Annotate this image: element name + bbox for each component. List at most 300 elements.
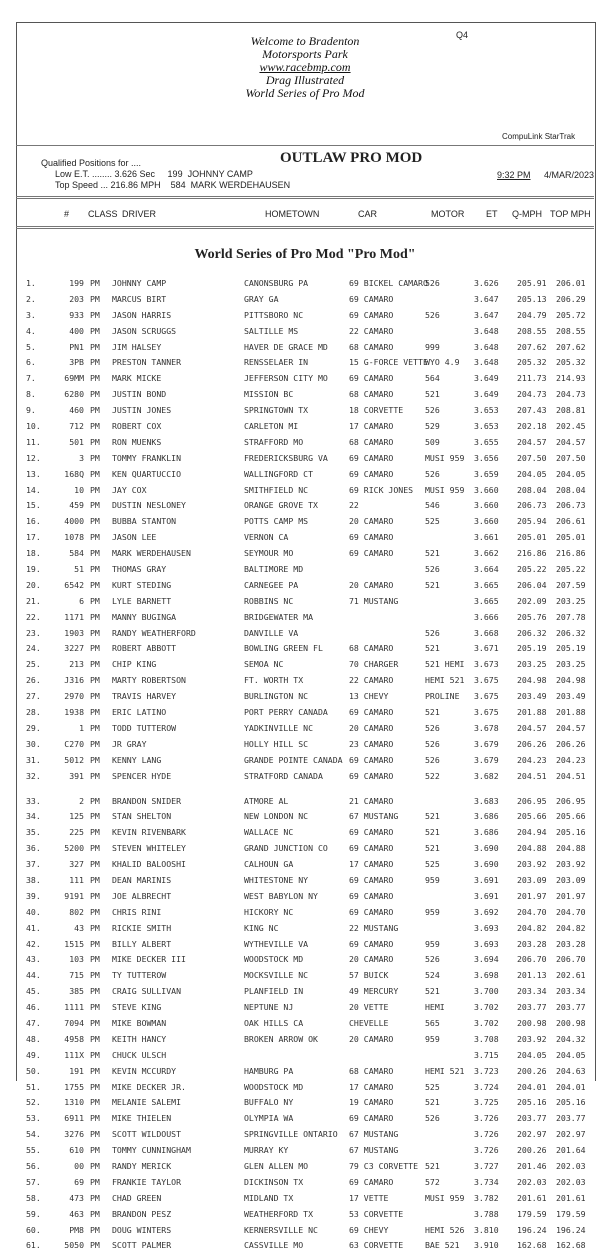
hometown: ORANGE GROVE TX xyxy=(244,500,318,511)
row-position: 38. xyxy=(26,874,41,885)
row-position: 17. xyxy=(26,532,41,543)
class: PM xyxy=(90,436,100,447)
hometown: WOODSTOCK MD xyxy=(244,1081,304,1092)
qualifying-mph: 204.01 xyxy=(517,1081,547,1092)
top-mph: 203.77 xyxy=(556,1002,586,1013)
class: PM xyxy=(90,627,100,638)
elapsed-time: 3.682 xyxy=(474,770,499,781)
class: PM xyxy=(90,707,100,718)
hometown: MISSION BC xyxy=(244,389,294,400)
motor: MUSI 959 xyxy=(425,1192,465,1203)
car: 17 CAMARO xyxy=(349,1081,394,1092)
driver-name: JAY COX xyxy=(112,484,147,495)
driver-name: MELANIE SALEMI xyxy=(112,1097,182,1108)
car-number: 7094 xyxy=(64,1017,84,1028)
class: PM xyxy=(90,468,100,479)
car-number: 1515 xyxy=(64,938,84,949)
car-number: 6911 xyxy=(64,1113,84,1124)
car: 70 CHARGER xyxy=(349,659,399,670)
class: PM xyxy=(90,548,100,559)
motor: 521 xyxy=(425,707,440,718)
class: PM xyxy=(90,1081,100,1092)
top-mph: 205.19 xyxy=(556,643,586,654)
event-title: OUTLAW PRO MOD xyxy=(280,150,423,166)
class: PM xyxy=(90,811,100,822)
driver-name: MIKE THIELEN xyxy=(112,1113,172,1124)
motor: 959 xyxy=(425,874,440,885)
elapsed-time: 3.665 xyxy=(474,595,499,606)
row-position: 2. xyxy=(26,293,36,304)
row-position: 44. xyxy=(26,970,41,981)
elapsed-time: 3.782 xyxy=(474,1192,499,1203)
driver-name: MARCUS BIRT xyxy=(112,293,167,304)
elapsed-time: 3.660 xyxy=(474,484,499,495)
driver-name: JASON SCRUGGS xyxy=(112,325,177,336)
qualifying-mph: 196.24 xyxy=(517,1224,547,1235)
motor: PROLINE xyxy=(425,691,460,702)
driver-name: JOHNNY CAMP xyxy=(112,278,167,288)
car-number: 69 xyxy=(74,1176,84,1187)
car-number: 5012 xyxy=(64,754,84,765)
motor: 525 xyxy=(425,516,440,527)
hometown: WALLACE NC xyxy=(244,827,294,838)
class: PM xyxy=(90,373,100,384)
row-position: 27. xyxy=(26,691,41,702)
top-mph: 179.59 xyxy=(556,1208,586,1219)
row-position: 14. xyxy=(26,484,41,495)
hometown: MURRAY KY xyxy=(244,1145,289,1156)
col-et: ET xyxy=(486,209,498,219)
qualifying-mph: 204.88 xyxy=(517,843,547,854)
car-number: PM8 xyxy=(69,1224,84,1235)
car: 57 BUICK xyxy=(349,970,389,981)
row-position: 56. xyxy=(26,1160,41,1171)
car-number: 168Q xyxy=(64,468,84,479)
table-row xyxy=(0,1031,610,1047)
qualifying-mph: 206.32 xyxy=(517,627,547,638)
car-number: 3227 xyxy=(64,643,84,654)
qualifying-mph: 201.97 xyxy=(517,890,547,901)
table-row xyxy=(0,904,610,920)
car-number: 584 xyxy=(69,548,84,559)
qualifying-mph: 204.23 xyxy=(517,754,547,765)
car: 22 xyxy=(349,500,359,511)
driver-name: BRANDON SNIDER xyxy=(112,795,182,806)
row-position: 36. xyxy=(26,843,41,854)
row-position: 37. xyxy=(26,859,41,870)
elapsed-time: 3.648 xyxy=(474,357,499,368)
hometown: PITTSBORO NC xyxy=(244,309,304,320)
car: 69 CAMARO xyxy=(349,906,394,917)
hometown: GLEN ALLEN MO xyxy=(244,1160,309,1171)
hometown: POTTS CAMP MS xyxy=(244,516,309,527)
qualifying-mph: 200.26 xyxy=(517,1145,547,1156)
top-speed-line: Top Speed ... 216.86 MPH 584 MARK WERDEHAUSEN xyxy=(55,180,291,190)
class: PM xyxy=(90,1145,100,1156)
row-position: 54. xyxy=(26,1129,41,1140)
hometown: CARNEGEE PA xyxy=(244,579,299,590)
car: 53 CORVETTE xyxy=(349,1208,404,1219)
qualifying-mph: 203.92 xyxy=(517,859,547,870)
top-mph: 207.50 xyxy=(556,452,586,463)
row-position: 28. xyxy=(26,707,41,718)
driver-name: MANNY BUGINGA xyxy=(112,611,177,622)
car: 69 CAMARO xyxy=(349,293,394,304)
car-number: 385 xyxy=(69,986,84,997)
hometown: GRAND JUNCTION CO xyxy=(244,843,328,854)
hometown: CANONSBURG PA xyxy=(244,278,309,288)
hometown: WEST BABYLON NY xyxy=(244,890,318,901)
top-mph: 204.23 xyxy=(556,754,586,765)
hometown: VERNON CA xyxy=(244,532,289,543)
motor: 525 xyxy=(425,859,440,870)
motor: 959 xyxy=(425,1033,440,1044)
driver-name: JUSTIN JONES xyxy=(112,405,172,416)
divider xyxy=(16,198,594,199)
row-position: 19. xyxy=(26,564,41,575)
car: 67 MUSTANG xyxy=(349,1129,399,1140)
table-row xyxy=(0,434,610,450)
elapsed-time: 3.668 xyxy=(474,627,499,638)
top-mph: 203.92 xyxy=(556,859,586,870)
table-row xyxy=(0,291,610,307)
qualifying-mph: 216.86 xyxy=(517,548,547,559)
class: PM xyxy=(90,1017,100,1028)
motor: 524 xyxy=(425,970,440,981)
qualifying-mph: 207.43 xyxy=(517,405,547,416)
hometown: NEW LONDON NC xyxy=(244,811,309,822)
top-mph: 202.45 xyxy=(556,421,586,432)
row-position: 1. xyxy=(26,278,36,288)
table-row xyxy=(0,736,610,752)
car-number: J316 xyxy=(64,675,84,686)
qualifying-mph: 203.28 xyxy=(517,938,547,949)
hometown: HOLLY HILL SC xyxy=(244,738,309,749)
driver-name: KEITH HANCY xyxy=(112,1033,167,1044)
top-mph: 205.16 xyxy=(556,827,586,838)
car-number: 9191 xyxy=(64,890,84,901)
driver-name: BUBBA STANTON xyxy=(112,516,177,527)
elapsed-time: 3.673 xyxy=(474,659,499,670)
qualifying-mph: 203.92 xyxy=(517,1033,547,1044)
elapsed-time: 3.810 xyxy=(474,1224,499,1235)
car-number: 391 xyxy=(69,770,84,781)
qualifying-mph: 206.70 xyxy=(517,954,547,965)
table-row xyxy=(0,840,610,856)
motor: HEMI 521 xyxy=(425,1065,465,1076)
class: PM xyxy=(90,970,100,981)
car: 69 RICK JONES xyxy=(349,484,414,495)
driver-name: MARK WERDEHAUSEN xyxy=(112,548,191,559)
table-row xyxy=(0,497,610,513)
elapsed-time: 3.655 xyxy=(474,436,499,447)
top-mph: 204.73 xyxy=(556,389,586,400)
row-position: 12. xyxy=(26,452,41,463)
report-time: 9:32 PM xyxy=(497,170,531,180)
motor: 521 xyxy=(425,579,440,590)
row-position: 58. xyxy=(26,1192,41,1203)
top-mph: 204.57 xyxy=(556,436,586,447)
class: PM xyxy=(90,691,100,702)
hometown: GRANDE POINTE CANADA xyxy=(244,754,343,765)
driver-name: JR GRAY xyxy=(112,738,147,749)
report-date: 4/MAR/2023 xyxy=(544,170,595,180)
driver-name: MARTY ROBERTSON xyxy=(112,675,186,686)
elapsed-time: 3.910 xyxy=(474,1240,499,1251)
row-position: 47. xyxy=(26,1017,41,1028)
top-mph: 206.29 xyxy=(556,293,586,304)
car-number: 213 xyxy=(69,659,84,670)
class: PM xyxy=(90,1065,100,1076)
car-number: 1 xyxy=(79,722,84,733)
class: PM xyxy=(90,564,100,575)
top-mph: 204.70 xyxy=(556,906,586,917)
row-position: 57. xyxy=(26,1176,41,1187)
car: 18 CORVETTE xyxy=(349,405,404,416)
elapsed-time: 3.723 xyxy=(474,1065,499,1076)
car-number: 125 xyxy=(69,811,84,822)
driver-name: ROBERT COX xyxy=(112,421,162,432)
col-class: CLASS xyxy=(88,209,118,219)
motor: MUSI 959 xyxy=(425,484,465,495)
table-row xyxy=(0,275,610,291)
car-number: 3PB xyxy=(69,357,84,368)
top-mph: 202.61 xyxy=(556,970,586,981)
car: 15 G-FORCE VETTE xyxy=(349,357,428,368)
class: PM xyxy=(90,595,100,606)
elapsed-time: 3.675 xyxy=(474,707,499,718)
motor: 526 xyxy=(425,738,440,749)
elapsed-time: 3.686 xyxy=(474,827,499,838)
motor: 526 xyxy=(425,754,440,765)
qualifying-mph: 200.98 xyxy=(517,1017,547,1028)
top-mph: 207.62 xyxy=(556,341,586,352)
table-row xyxy=(0,339,610,355)
table-row xyxy=(0,824,610,840)
row-position: 20. xyxy=(26,579,41,590)
car: 20 CAMARO xyxy=(349,722,394,733)
class: PM xyxy=(90,954,100,965)
top-mph: 207.59 xyxy=(556,579,586,590)
car: 49 MERCURY xyxy=(349,986,399,997)
qualifying-mph: 179.59 xyxy=(517,1208,547,1219)
top-mph: 203.25 xyxy=(556,595,586,606)
top-mph: 205.16 xyxy=(556,1097,586,1108)
row-position: 10. xyxy=(26,421,41,432)
hometown: WHITESTONE NY xyxy=(244,874,309,885)
top-mph: 204.05 xyxy=(556,1049,586,1060)
elapsed-time: 3.649 xyxy=(474,373,499,384)
qualifying-mph: 204.57 xyxy=(517,722,547,733)
class: PM xyxy=(90,1002,100,1013)
top-mph: 203.49 xyxy=(556,691,586,702)
driver-name: MARK MICKE xyxy=(112,373,162,384)
top-mph: 196.24 xyxy=(556,1224,586,1235)
class: PM xyxy=(90,859,100,870)
driver-name: PRESTON TANNER xyxy=(112,357,182,368)
table-row xyxy=(0,593,610,609)
car: 69 CAMARO xyxy=(349,827,394,838)
top-mph: 201.61 xyxy=(556,1192,586,1203)
car-number: 43 xyxy=(74,922,84,933)
car: 67 MUSTANG xyxy=(349,811,399,822)
hometown: OAK HILLS CA xyxy=(244,1017,304,1028)
elapsed-time: 3.666 xyxy=(474,611,499,622)
row-position: 23. xyxy=(26,627,41,638)
class: PM xyxy=(90,1097,100,1108)
elapsed-time: 3.788 xyxy=(474,1208,499,1219)
driver-name: MIKE BOWMAN xyxy=(112,1017,167,1028)
qualifying-mph: 204.98 xyxy=(517,675,547,686)
car-number: 460 xyxy=(69,405,84,416)
top-mph: 205.01 xyxy=(556,532,586,543)
car: 69 CAMARO xyxy=(349,548,394,559)
car-number: 4000 xyxy=(64,516,84,527)
motor: 521 xyxy=(425,1160,440,1171)
qualifying-mph: 205.16 xyxy=(517,1097,547,1108)
class: PM xyxy=(90,357,100,368)
hometown: SEYMOUR MO xyxy=(244,548,294,559)
top-mph: 206.32 xyxy=(556,627,586,638)
driver-name: JIM HALSEY xyxy=(112,341,162,352)
driver-name: KEN QUARTUCCIO xyxy=(112,468,182,479)
track-website-link[interactable]: www.racebmp.com xyxy=(259,60,351,74)
car: 21 CAMARO xyxy=(349,795,394,806)
row-position: 49. xyxy=(26,1049,41,1060)
motor: 521 xyxy=(425,548,440,559)
class: PM xyxy=(90,986,100,997)
motor: 526 xyxy=(425,954,440,965)
car-number: 3 xyxy=(79,452,84,463)
driver-name: JOE ALBRECHT xyxy=(112,890,172,901)
row-position: 21. xyxy=(26,595,41,606)
class: PM xyxy=(90,643,100,654)
car-number: 1111 xyxy=(64,1002,84,1013)
class: PM xyxy=(90,452,100,463)
top-mph: 206.73 xyxy=(556,500,586,511)
divider xyxy=(16,226,594,227)
motor: 521 xyxy=(425,986,440,997)
table-row xyxy=(0,856,610,872)
motor: 521 xyxy=(425,643,440,654)
motor: 526 xyxy=(425,1113,440,1124)
car-number: 715 xyxy=(69,970,84,981)
qualified-summary xyxy=(41,158,290,191)
table-row xyxy=(0,625,610,641)
driver-name: CHUCK ULSCH xyxy=(112,1049,167,1060)
top-mph: 204.51 xyxy=(556,770,586,781)
qualifying-mph: 204.05 xyxy=(517,1049,547,1060)
car: 22 CAMARO xyxy=(349,675,394,686)
car: 13 CHEVY xyxy=(349,691,389,702)
elapsed-time: 3.693 xyxy=(474,922,499,933)
qualifying-mph: 204.51 xyxy=(517,770,547,781)
hometown: BUFFALO NY xyxy=(244,1097,294,1108)
hometown: SALTILLE MS xyxy=(244,325,299,336)
top-mph: 205.32 xyxy=(556,357,586,368)
top-mph: 204.82 xyxy=(556,922,586,933)
top-mph: 204.57 xyxy=(556,722,586,733)
elapsed-time: 3.724 xyxy=(474,1081,499,1092)
table-row xyxy=(0,450,610,466)
car-number: 501 xyxy=(69,436,84,447)
hometown: WOODSTOCK MD xyxy=(244,954,304,965)
car-number: 400 xyxy=(69,325,84,336)
car-number: 69MM xyxy=(64,373,84,384)
col-hometown: HOMETOWN xyxy=(265,209,320,219)
elapsed-time: 3.715 xyxy=(474,1049,499,1060)
row-position: 22. xyxy=(26,611,41,622)
qualifying-mph: 205.76 xyxy=(517,611,547,622)
table-row xyxy=(0,688,610,704)
motor: 572 xyxy=(425,1176,440,1187)
motor: 521 xyxy=(425,1097,440,1108)
class: PM xyxy=(90,795,100,806)
top-mph: 204.98 xyxy=(556,675,586,686)
elapsed-time: 3.727 xyxy=(474,1160,499,1171)
row-position: 60. xyxy=(26,1224,41,1235)
qualifying-mph: 204.57 xyxy=(517,436,547,447)
elapsed-time: 3.702 xyxy=(474,1017,499,1028)
motor: 959 xyxy=(425,906,440,917)
class: PM xyxy=(90,484,100,495)
car-number: 459 xyxy=(69,500,84,511)
motor: 509 xyxy=(425,436,440,447)
driver-name: MIKE DECKER III xyxy=(112,954,186,965)
top-mph: 206.26 xyxy=(556,738,586,749)
qualifying-mph: 205.94 xyxy=(517,516,547,527)
class: PM xyxy=(90,890,100,901)
table-row xyxy=(0,983,610,999)
top-mph: 201.64 xyxy=(556,1145,586,1156)
divider xyxy=(16,196,594,197)
class: PM xyxy=(90,341,100,352)
class: PM xyxy=(90,579,100,590)
car: 20 CAMARO xyxy=(349,579,394,590)
row-position: 13. xyxy=(26,468,41,479)
driver-name: JUSTIN BOND xyxy=(112,389,167,400)
driver-name: STEVE KING xyxy=(112,1002,162,1013)
elapsed-time: 3.648 xyxy=(474,341,499,352)
table-row xyxy=(0,561,610,577)
car: 69 CAMARO xyxy=(349,890,394,901)
car-number: 327 xyxy=(69,859,84,870)
top-mph: 203.25 xyxy=(556,659,586,670)
table-row xyxy=(0,1158,610,1174)
table-row xyxy=(0,1047,610,1063)
class: PM xyxy=(90,516,100,527)
driver-name: TY TUTTEROW xyxy=(112,970,167,981)
elapsed-time: 3.653 xyxy=(474,421,499,432)
class: PM xyxy=(90,1049,100,1060)
hometown: NEPTUNE NJ xyxy=(244,1002,294,1013)
elapsed-time: 3.647 xyxy=(474,309,499,320)
motor: 529 xyxy=(425,421,440,432)
driver-name: ROBERT ABBOTT xyxy=(112,643,177,654)
car-number: 1078 xyxy=(64,532,84,543)
driver-name: RON MUENKS xyxy=(112,436,162,447)
motor: 526 xyxy=(425,278,440,288)
qualifying-mph: 201.13 xyxy=(517,970,547,981)
row-position: 61. xyxy=(26,1240,41,1251)
row-position: 15. xyxy=(26,500,41,511)
top-mph: 202.03 xyxy=(556,1176,586,1187)
table-row xyxy=(0,656,610,672)
driver-name: JASON LEE xyxy=(112,532,157,543)
elapsed-time: 3.661 xyxy=(474,532,499,543)
hometown: BURLINGTON NC xyxy=(244,691,309,702)
motor: 525 xyxy=(425,1081,440,1092)
